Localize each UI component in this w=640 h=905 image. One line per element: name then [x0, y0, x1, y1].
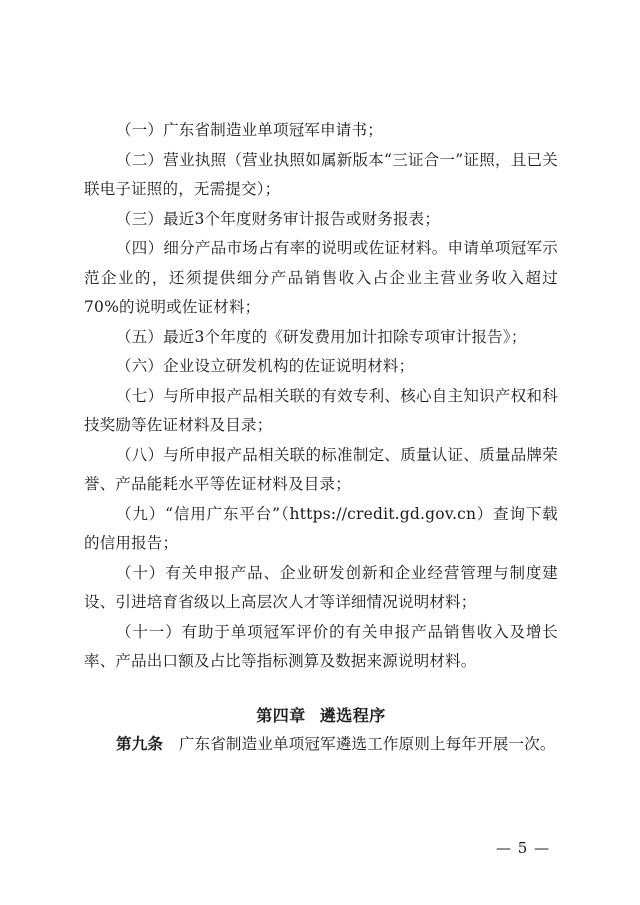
- list-item: （十一）有助于单项冠军评价的有关申报产品销售收入及增长率、产品出口额及占比等指标测算及数据来源说明材料。: [84, 622, 558, 670]
- chapter-number: 第四章: [256, 705, 306, 725]
- list-item: （七）与所申报产品相关联的有效专利、核心自主知识产权和科技奖励等佐证材料及目录；: [84, 386, 558, 434]
- article-label: 第九条: [116, 734, 164, 753]
- list-item: （五）最近3个年度的《研发费用加计扣除专项审计报告》；: [116, 327, 527, 346]
- chapter-heading: [84, 701, 558, 730]
- list-item: （二）营业执照（营业执照如属新版本“三证合一”证照，且已关联电子证照的，无需提交）；: [84, 150, 558, 198]
- chapter-title: 遴选程序: [319, 705, 386, 725]
- list-item: （六）企业设立研发机构的佐证说明材料；: [116, 357, 415, 375]
- document-body: [84, 116, 558, 759]
- list-item: （九）“信用广东平台”（https://credit.gd.gov.cn）查询下载的信用报告；: [84, 504, 558, 552]
- article-paragraph: [84, 730, 558, 760]
- list-item: （三）最近3个年度财务审计报告或财务报表；: [116, 209, 441, 228]
- page-number: — 5 —: [496, 839, 551, 857]
- list-item: （八）与所申报产品相关联的标准制定、质量认证、质量品牌荣誉、产品能耗水平等佐证材料及目录；: [84, 445, 558, 493]
- list-item: （四）细分产品市场占有率的说明或佐证材料。申请单项冠军示范企业的，还须提供细分产品销售收入占企业主营业务收入超过70%的说明或佐证材料；: [84, 239, 558, 316]
- list-item: （十）有关申报产品、企业研发创新和企业经营管理与制度建设、引进培育省级以上高层次人才等详细情况说明材料；: [84, 563, 558, 611]
- list-item: （一）广东省制造业单项冠军申请书；: [116, 121, 383, 139]
- article-text: 广东省制造业单项冠军遴选工作原则上每年开展一次。: [178, 734, 556, 753]
